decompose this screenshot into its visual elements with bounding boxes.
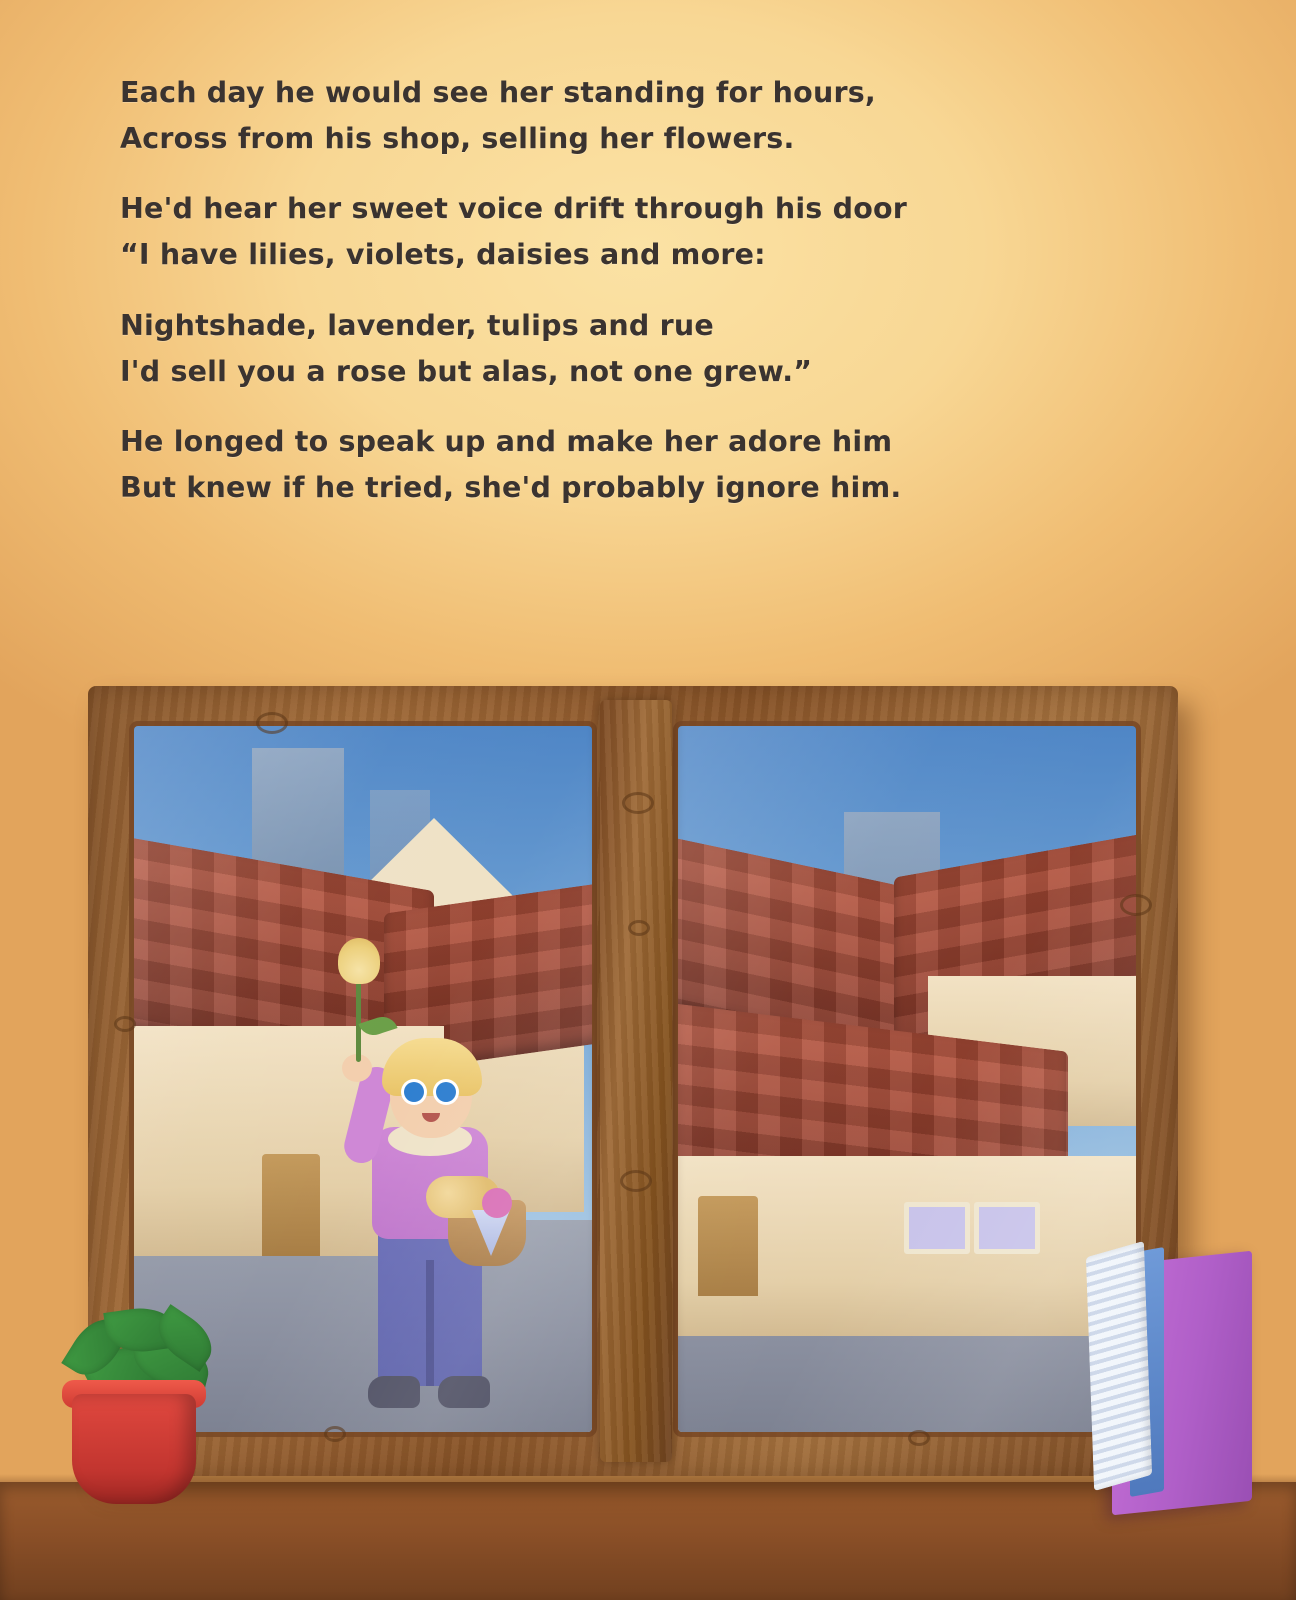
wood-knot-icon <box>114 1016 136 1032</box>
house-window <box>974 1202 1040 1254</box>
hair-fringe <box>382 1038 482 1096</box>
poem-line: He longed to speak up and make her adore him <box>120 424 893 458</box>
shoe <box>438 1376 490 1408</box>
wood-knot-icon <box>908 1430 930 1446</box>
poem-stanza <box>120 303 940 395</box>
poem-line: Across from his shop, selling her flowers. <box>120 122 795 156</box>
poem-line: Nightshade, lavender, tulips and rue <box>120 308 714 342</box>
tulip-flower <box>338 938 380 984</box>
book <box>1084 1240 1260 1508</box>
poem-line: Each day he would see her standing for hours, <box>120 76 876 109</box>
poem-text <box>120 70 940 535</box>
poem-line: But knew if he tried, she'd probably ignore him. <box>120 471 902 505</box>
shoe <box>368 1376 420 1408</box>
wood-knot-icon <box>628 920 650 936</box>
wooden-window-frame <box>88 686 1178 1476</box>
eye <box>436 1082 456 1102</box>
wood-knot-icon <box>622 792 654 814</box>
wood-knot-icon <box>1120 894 1152 916</box>
right-window-pane <box>678 726 1136 1432</box>
flower-girl <box>330 984 540 1414</box>
wood-knot-icon <box>324 1426 346 1442</box>
poem-stanza <box>120 186 940 278</box>
pink-bloom <box>482 1188 512 1218</box>
poem-line: “I have lilies, violets, daisies and more: <box>120 238 766 272</box>
poem-stanza <box>120 70 940 162</box>
wood-knot-icon <box>256 712 288 734</box>
wood-knot-icon <box>620 1170 652 1192</box>
house-window <box>904 1202 970 1254</box>
eye <box>404 1082 424 1102</box>
window-mullion <box>600 700 672 1462</box>
house-door <box>262 1154 320 1256</box>
poem-stanza <box>120 419 940 511</box>
book-pages <box>1086 1241 1152 1491</box>
poem-line: He'd hear her sweet voice drift through his door <box>120 192 908 226</box>
potted-plant <box>36 1284 236 1504</box>
house-door <box>698 1196 758 1296</box>
flower-leaf <box>358 1013 397 1039</box>
poem-line: I'd sell you a rose but alas, not one grew.” <box>120 354 813 388</box>
flower-pot <box>72 1394 196 1504</box>
